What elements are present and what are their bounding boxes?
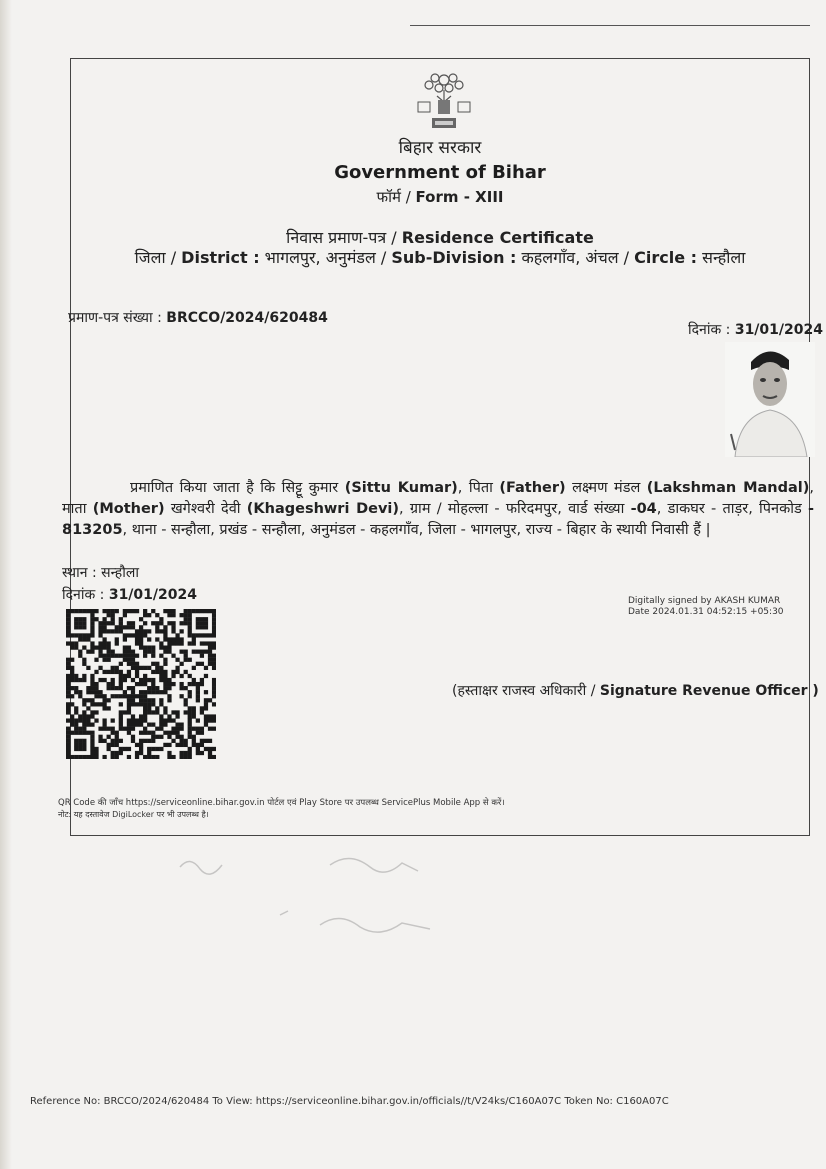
body-text-3: , पिता — [457, 480, 500, 496]
certificate-title-english: Residence Certificate — [401, 228, 594, 247]
certificate-number — [68, 308, 328, 327]
post-office-text: , डाकघर - ताड़र, पिनकोड — [656, 501, 808, 517]
father-label: (Father) — [499, 480, 566, 496]
digital-signature — [628, 596, 784, 618]
mother-name-hindi: खगेश्वरी देवी — [164, 501, 247, 517]
certificate-number-label: प्रमाण-पत्र संख्या : — [68, 310, 167, 326]
subdivision-value: कहलगाँव, अंचल / — [516, 248, 635, 267]
place-label: स्थान : — [62, 565, 102, 581]
applicant-name-english: (Sittu Kumar) — [344, 480, 458, 496]
qr-code — [66, 609, 216, 759]
mother-name-english: (Khageshwri Devi) — [246, 501, 400, 517]
applicant-photo — [725, 342, 815, 457]
district-label: District : — [181, 248, 260, 267]
issue-date-value: 31/01/2024 — [734, 322, 823, 338]
circle-value: सन्हौला — [697, 248, 746, 267]
reference-footer: Reference No: BRCCO/2024/620484 To View: https://serviceonline.bihar.gov.in/officials//t/V24ks/C160A07C Token No: C160A07C — [30, 1096, 669, 1107]
footer-date — [62, 585, 197, 604]
footer-date-value: 31/01/2024 — [108, 587, 197, 603]
place-value: सन्हौला — [101, 565, 139, 581]
body-text-closing: , थाना - सन्हौला, प्रखंड - सन्हौला, अनुमंडल - कहलगाँव, जिला - भागलपुर, राज्य - बिहार के स्थायी निवासी हैं | — [122, 522, 711, 538]
signature-label-english: Signature Revenue Officer ) — [599, 683, 819, 699]
signature-label — [452, 681, 819, 700]
signature-label-hindi: (हस्ताक्षर राजस्व अधिकारी / — [452, 683, 600, 699]
state-name-hindi: बिहार सरकार — [398, 138, 482, 158]
ward-number: -04 — [630, 501, 657, 517]
father-name-english: (Lakshman Mandal) — [646, 480, 810, 496]
qr-verification-note: QR Code की जाँच https://serviceonline.bihar.gov.in पोर्टल एवं Play Store पर उपलब्ध ServicePlus Mobile App से करें। — [58, 798, 505, 808]
certificate-title-hindi: निवास प्रमाण-पत्र / — [286, 228, 402, 247]
district-value: भागलपुर, अनुमंडल / — [259, 248, 392, 267]
form-number — [70, 187, 810, 207]
handwritten-marks — [170, 845, 470, 955]
certificate-number-value: BRCCO/2024/620484 — [166, 310, 328, 326]
issue-date — [688, 320, 823, 339]
digital-signature-date: Date 2024.01.31 04:52:15 +05:30 — [628, 607, 784, 617]
district-prefix: जिला / — [134, 248, 182, 267]
issue-date-label: दिनांक : — [688, 322, 735, 338]
scan-shadow-edge — [0, 0, 12, 1169]
pincode: - 813205 — [62, 501, 815, 538]
body-text-7: , माता — [62, 480, 814, 517]
body-text-1: प्रमाणित किया जाता है कि सिट्टू कुमार — [130, 480, 345, 496]
circle-label: Circle : — [634, 248, 698, 267]
place — [62, 563, 139, 582]
subdivision-label: Sub-Division : — [391, 248, 517, 267]
mother-label: (Mother) — [92, 501, 165, 517]
district-line — [60, 246, 820, 268]
certificate-body — [62, 478, 814, 541]
certificate-title — [70, 226, 810, 248]
scan-top-line — [410, 25, 810, 26]
father-name-hindi: लक्ष्मण मंडल — [565, 480, 647, 496]
digital-signature-signer: Digitally signed by AKASH KUMAR — [628, 596, 781, 606]
bihar-govt-emblem-icon — [413, 66, 475, 132]
form-label: Form - XIII — [415, 188, 504, 206]
address-text: , ग्राम / मोहल्ला - फरिदमपुर, वार्ड संख्या — [399, 501, 631, 517]
form-prefix: फॉर्म / — [376, 188, 416, 206]
footer-date-label: दिनांक : — [62, 587, 109, 603]
state-name-english: Government of Bihar — [334, 162, 546, 183]
digilocker-note: नोट: यह दस्तावेज DigiLocker पर भी उपलब्ध है। — [58, 810, 209, 819]
